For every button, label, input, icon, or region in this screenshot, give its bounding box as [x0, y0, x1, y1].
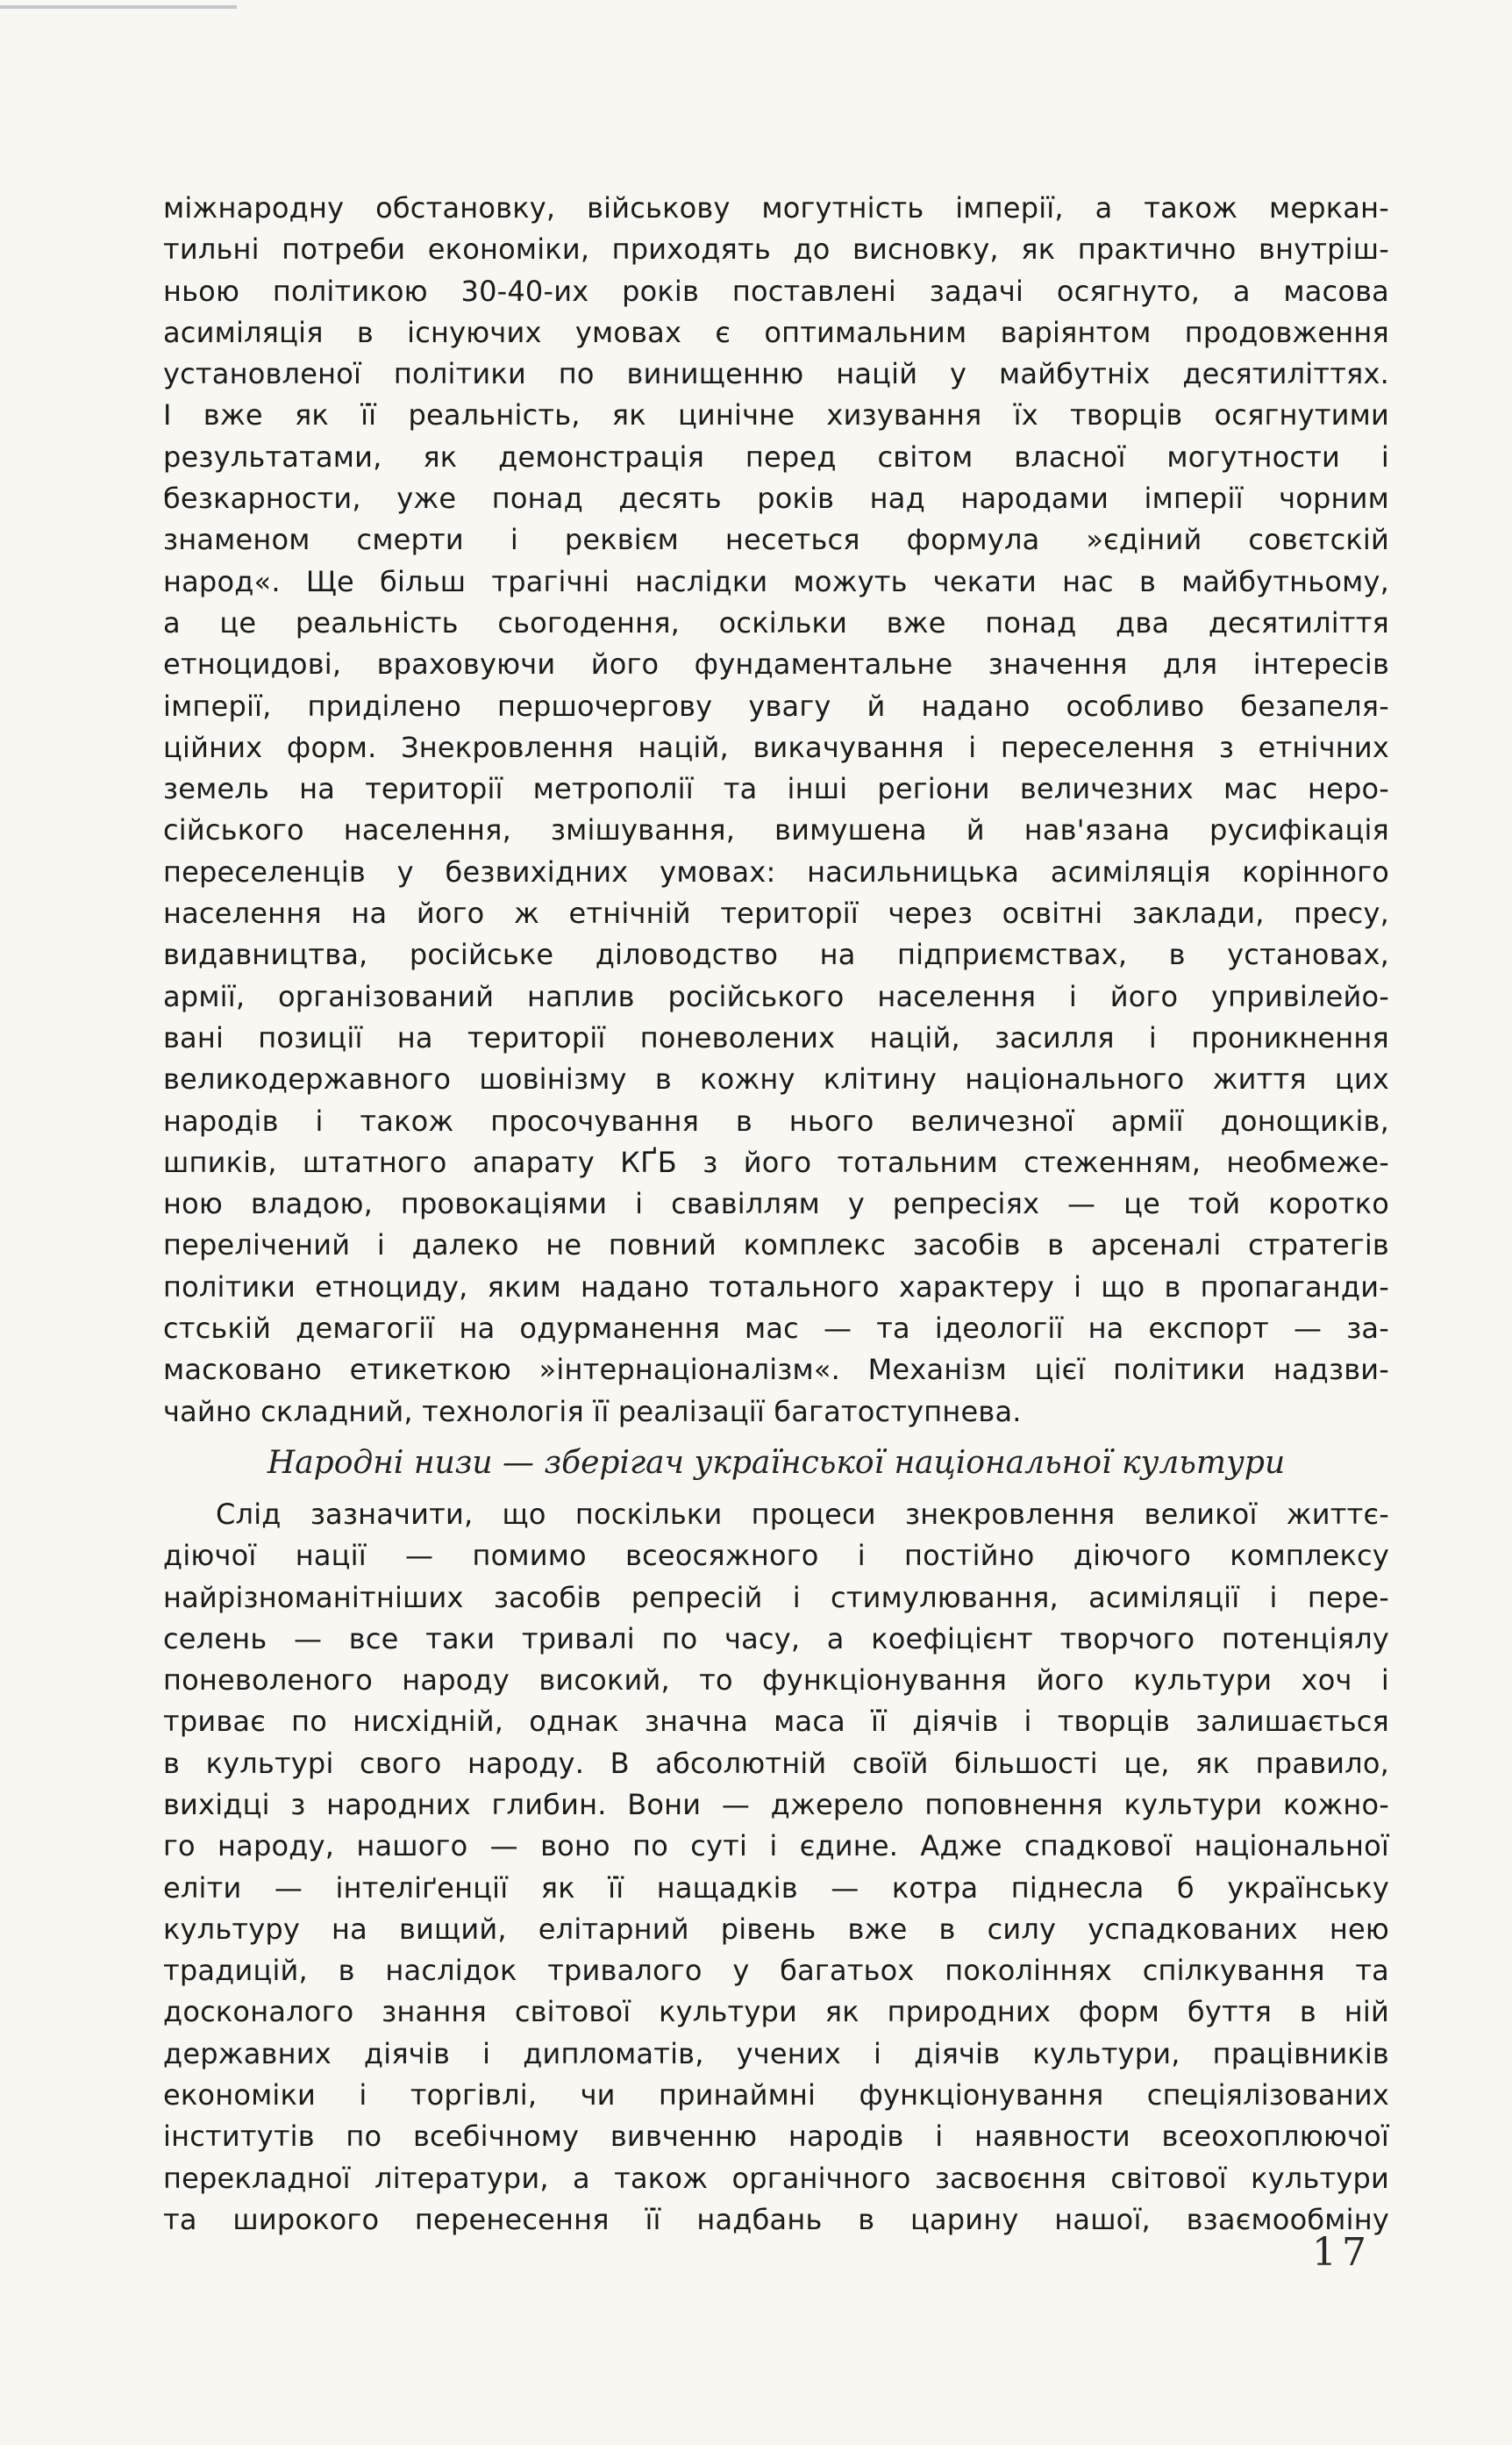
text-line: народів і також просочування в нього величезної армії донощиків, — [163, 1104, 1389, 1138]
text-line: знаменом смерти і реквієм несеться формула »єдіний совєтскій — [163, 523, 1389, 557]
text-line: асиміляція в існуючих умовах є оптимальним варіянтом продовження — [163, 315, 1389, 349]
text-line: І вже як її реальність, як цинічне хизування їх творців осягнутими — [163, 398, 1389, 433]
text-line: досконалого знання світової культури як природних форм буття в ній — [163, 1995, 1389, 2029]
text-line: селень — все таки тривалі по часу, а коефіцієнт творчого потенціялу — [163, 1621, 1389, 1655]
text-line: сійського населення, змішування, вимушена й нав'язана русифікація — [163, 813, 1389, 847]
text-line: масковано етикеткою »інтернаціоналізм«. Механізм цієї політики надзви- — [163, 1353, 1389, 1387]
text-line: та широкого перенесення її надбань в царину нашої, взаємообміну — [163, 2202, 1389, 2236]
text-line: економіки і торгівлі, чи принаймні функціонування спеціялізованих — [163, 2078, 1389, 2113]
paragraph-1 — [163, 188, 1389, 1433]
text-line: армії, організований наплив російського населення і його упривілейо- — [163, 979, 1389, 1013]
page-number: 17 — [1312, 2230, 1372, 2275]
text-line: в культурі свого народу. В абсолютній своїй більшості це, як правило, — [163, 1746, 1389, 1780]
text-line: інститутів по всебічному вивченню народів і наявности всеохоплюючої — [163, 2120, 1389, 2154]
text-line: тильні потреби економіки, приходять до висновку, як практично внутріш- — [163, 232, 1389, 267]
text-line: ньою політикою 30-40-их років поставлені задачі осягнуто, а масова — [163, 274, 1389, 308]
text-line: земель на території метрополії та інші регіони величезних мас неро- — [163, 772, 1389, 806]
text-line: чайно складний, технологія її реалізації багатоступнева. — [163, 1394, 1022, 1428]
text-line: а це реальність сьогодення, оскільки вже понад два десятиліття — [163, 605, 1389, 640]
text-line: перелічений і далеко не повний комплекс засобів в арсеналі стратегів — [163, 1228, 1389, 1262]
text-line: результатами, як демонстрація перед світом власної могутности і — [163, 440, 1389, 474]
text-line: традицій, в наслідок тривалого у багатьох поколіннях спілкування та — [163, 1954, 1389, 1988]
top-edge-rule — [0, 5, 237, 9]
text-block — [163, 188, 1389, 2241]
paragraph-2 — [163, 1494, 1389, 2241]
text-line: народ«. Ще більш трагічні наслідки можуть чекати нас в майбутньому, — [163, 564, 1389, 598]
text-line: установленої політики по винищенню націй у майбутніх десятиліттях. — [163, 357, 1389, 391]
text-line: культуру на вищий, елітарний рівень вже в силу успадкованих нею — [163, 1912, 1389, 1946]
text-line: ною владою, провокаціями і свавіллям у репресіях — це той коротко — [163, 1187, 1389, 1221]
text-line: безкарности, уже понад десять років над народами імперії чорним — [163, 482, 1389, 516]
text-line: міжнародну обстановку, військову могутність імперії, а також меркан- — [163, 191, 1389, 225]
text-line: великодержавного шовінізму в кожну клітину національного життя цих — [163, 1062, 1389, 1097]
text-line: еліти — інтеліґенції як її нащадків — котра піднесла б українську — [163, 1870, 1389, 1905]
text-line: Слід зазначити, що поскільки процеси знекровлення великої життє- — [216, 1497, 1389, 1531]
text-line: шпиків, штатного апарату КҐБ з його тотальним стеженням, необмеже- — [163, 1145, 1389, 1179]
text-line: видавництва, російське діловодство на підприємствах, в установах, — [163, 938, 1389, 972]
text-line: вані позиції на території поневолених націй, засилля і проникнення — [163, 1020, 1389, 1054]
text-line: етноцидові, враховуючи його фундаментальне значення для інтересів — [163, 647, 1389, 682]
text-line: триває по нисхідній, однак значна маса її діячів і творців залишається — [163, 1705, 1389, 1739]
section-heading: Народні низи — зберігач української національної культури — [267, 1444, 1286, 1481]
text-line: поневоленого народу високий, то функціонування його культури хоч і — [163, 1663, 1389, 1698]
text-line: імперії, приділено першочергову увагу й надано особливо безапеля- — [163, 689, 1389, 723]
text-line: вихідці з народних глибин. Вони — джерело поповнення культури кожно- — [163, 1787, 1389, 1821]
text-line: ційних форм. Знекровлення націй, викачування і переселення з етнічних — [163, 730, 1389, 764]
text-line: перекладної літератури, а також органічного засвоєння світової культури — [163, 2161, 1389, 2195]
text-line: го народу, нашого — воно по суті і єдине. Адже спадкової національної — [163, 1829, 1389, 1863]
text-line: найрізноманітніших засобів репресій і стимулювання, асиміляції і пере- — [163, 1580, 1389, 1614]
text-line: населення на його ж етнічній території через освітні заклади, пресу, — [163, 897, 1389, 931]
text-line: державних діячів і дипломатів, учених і діячів культури, працівників — [163, 2036, 1389, 2070]
text-line: стській демагогії на одурманення мас — та ідеології на експорт — за- — [163, 1312, 1389, 1346]
text-line: діючої нації — помимо всеосяжного і постійно діючого комплексу — [163, 1539, 1389, 1573]
text-line: переселенців у безвихідних умовах: насильницька асиміляція корінного — [163, 854, 1389, 889]
text-line: політики етноциду, яким надано тотального характеру і що в пропаганди- — [163, 1269, 1389, 1304]
